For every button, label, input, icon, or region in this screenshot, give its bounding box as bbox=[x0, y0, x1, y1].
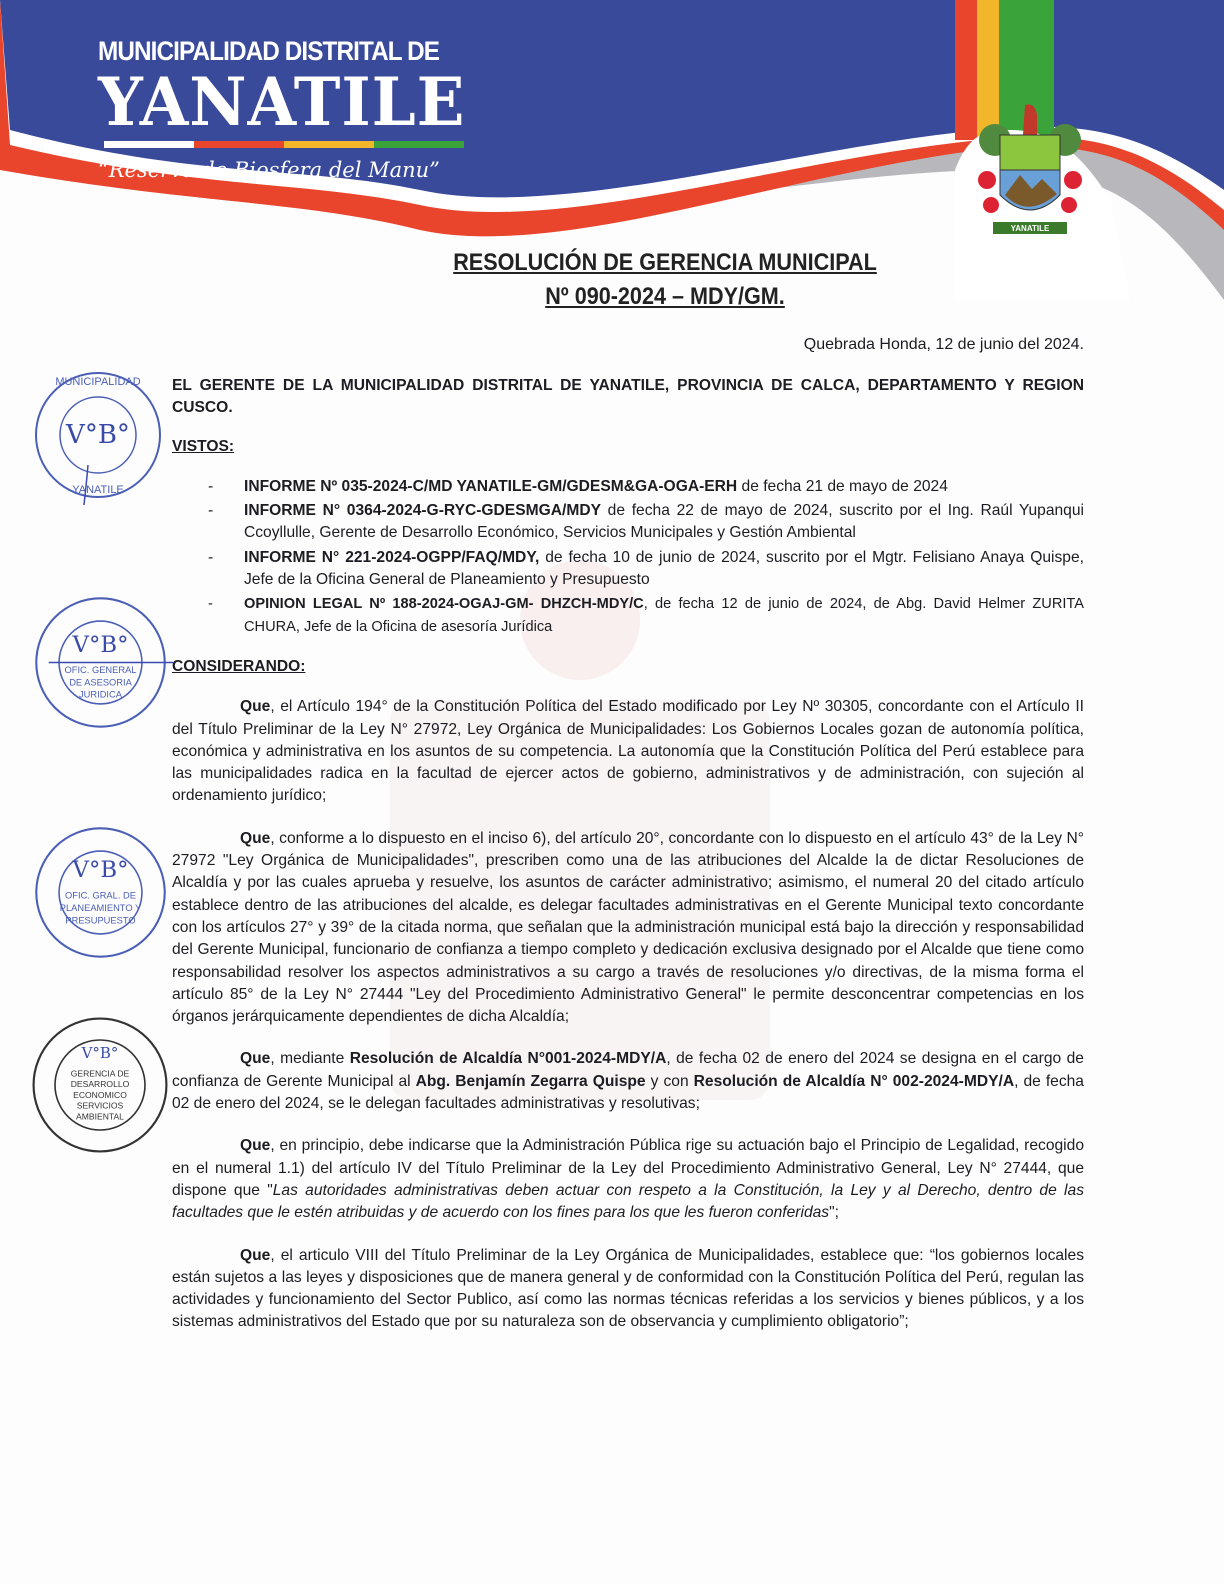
svg-text:DE ASESORIA: DE ASESORIA bbox=[69, 677, 132, 688]
document-date: Quebrada Honda, 12 de junio del 2024. bbox=[803, 336, 1084, 353]
person-name: Abg. Benjamín Zegarra Quispe bbox=[415, 1072, 646, 1090]
paragraph-text: y con bbox=[645, 1072, 694, 1090]
list-item bbox=[172, 547, 1084, 592]
list-item bbox=[172, 500, 1084, 545]
brand-slogan: “Reserva de Biosfera del Manu” bbox=[98, 158, 440, 182]
paragraph-text: "; bbox=[829, 1204, 839, 1222]
que-label: Que bbox=[240, 698, 271, 716]
stamp-desarrollo-economico bbox=[25, 1010, 175, 1160]
list-item bbox=[172, 593, 1084, 638]
stamp-gerencia-municipal bbox=[28, 365, 168, 505]
svg-text:V°B°: V°B° bbox=[81, 1044, 119, 1063]
svg-text:V°B°: V°B° bbox=[72, 632, 129, 659]
municipality-brand bbox=[98, 36, 485, 182]
vistos-list bbox=[172, 476, 1084, 638]
svg-text:V°B°: V°B° bbox=[66, 420, 130, 450]
paragraph-text: , el articulo VIII del Título Preliminar de la Ley Orgánica de Municipalidades, establece que: “los gobiernos locales están sujetos a las leyes y disposiciones que de manera general y de conformidad con la Constitución Política del Perú, regulan las actividades y funcionamiento del Sector Publico, así como las normas técnicas referidas a los servicios y bienes públicos, y a los sistemas administrativos del Estado que por su naturaleza son de observancia y cumplimiento obligatorio”; bbox=[172, 1246, 1084, 1331]
brand-color-bars bbox=[104, 141, 464, 148]
paragraph-text: , conforme a lo dispuesto en el inciso 6), del artículo 20°, concordante con lo dispuesto en el artículo 43° de la Ley N° 27972 "Ley Orgánica de Municipalidades", prescriben como una de las atribuciones del Alcalde la de dictar Resoluciones de Alcaldía y por las cuales aprueba y resuelve, los asuntos de carácter administrativo; asimismo, el numeral 20 del citado artículo establece dentro de las atribuciones del alcalde, es delegar facultades administrativas en el Gerente Municipal texto concordante con los artículos 27° y 39° de la citada norma, que señalan que la administración municipal está bajo la dirección y responsabilidad del Gerente Municipal, funcionario de confianza a tiempo completo y dedicación exclusiva designado por el Alcalde que tiene como responsabilidad resolver los aspectos administrativos a su cargo a través de resoluciones y/o directivas, de la misma forma el artículo 85° de la Ley N° 27444 "Ley del Procedimiento Administrativo General" le permite desconcentrar competencias en los órganos jerárquicamente dependientes de dicha Alcaldía; bbox=[172, 829, 1084, 1026]
document-ref-details: de fecha 10 de junio de 2024, suscrito por el Mgtr. Felisiano Anaya Quispe, Jefe de la Oficina General de Planeamiento y Presupuesto bbox=[244, 548, 1084, 589]
svg-text:MUNICIPALIDAD: MUNICIPALIDAD bbox=[55, 376, 141, 388]
quoted-law: Las autoridades administrativas deben actuar con respeto a la Constitución, la Ley y al Derecho, dentro de las facultades que le estén atribuidas y de acuerdo con los fines para los que les fueron conferidas bbox=[172, 1181, 1084, 1222]
svg-text:OFIC. GENERAL: OFIC. GENERAL bbox=[64, 664, 137, 675]
svg-text:PRESUPUESTO: PRESUPUESTO bbox=[65, 915, 136, 926]
que-label: Que bbox=[240, 1246, 271, 1264]
municipal-crest-logo bbox=[965, 100, 1095, 245]
document-ref-details: de fecha 22 de mayo de 2024, suscrito por el Ing. Raúl Yupanqui Ccoyllulle, Gerente de Desarrollo Económico, Servicios Municipales y Gestión Ambiental bbox=[244, 502, 1084, 542]
document-ref-details: de fecha 21 de mayo de 2024 bbox=[737, 477, 948, 495]
stamp-asesoria-juridica bbox=[28, 590, 173, 735]
document-ref: INFORME Nº 035-2024-C/MD YANATILE-GM/GDESM&GA-OGA-ERH bbox=[244, 477, 738, 495]
brand-line1: MUNICIPALIDAD DISTRITAL DE bbox=[98, 36, 440, 66]
que-label: Que bbox=[240, 1137, 271, 1155]
document-ref: OPINION LEGAL Nº 188-2024-OGAJ-GM- DHZCH-MDY/C bbox=[244, 596, 644, 613]
stamp-planeamiento bbox=[28, 820, 173, 965]
document-body bbox=[172, 375, 1084, 1354]
paragraph-text: , de fecha 02 de enero del 2024 se designa en el cargo de confianza de Gerente Municipal al bbox=[172, 1050, 1084, 1090]
brand-name: YANATILE bbox=[98, 63, 466, 141]
considerando-paragraph bbox=[172, 828, 1084, 1029]
svg-text:V°B°: V°B° bbox=[72, 856, 129, 883]
paragraph-text: , mediante bbox=[270, 1050, 350, 1068]
que-label: Que bbox=[240, 1050, 271, 1068]
paragraph-text: , el Artículo 194° de la Constitución Política del Estado modificado por Ley Nº 30305, concordante con el Artículo II del Título Preliminar de la Ley N° 27972, Ley Orgánica de Municipalidades: Los Gobiernos Locales gozan de autonomía política, económica y administrativa en los asuntos de su competencia. La autonomía que la Constitución Política del Perú establece para las municipalidades radica en la facultad de ejercer actos de gobierno, administrativos y de administración, con sujeción al ordenamiento jurídico; bbox=[172, 698, 1084, 805]
considerando-heading: CONSIDERANDO: bbox=[172, 657, 306, 675]
svg-text:PLANEAMIENTO Y: PLANEAMIENTO Y bbox=[59, 903, 142, 914]
svg-text:AMBIENTAL: AMBIENTAL bbox=[76, 1111, 124, 1122]
considerando-paragraph bbox=[172, 1245, 1084, 1334]
vistos-heading: VISTOS: bbox=[172, 437, 235, 455]
considerando-paragraph bbox=[172, 1048, 1084, 1115]
issuer-intro: EL GERENTE DE LA MUNICIPALIDAD DISTRITAL DE YANATILE, PROVINCIA DE CALCA, DEPARTAMENTO Y REGION CUSCO. bbox=[172, 377, 1084, 417]
title-number: Nº 090-2024 – MDY/GM. bbox=[545, 283, 785, 310]
svg-text:OFIC. GRAL. DE: OFIC. GRAL. DE bbox=[65, 890, 136, 901]
considerando-paragraph bbox=[172, 696, 1084, 807]
document-ref: INFORME N° 221-2024-OGPP/FAQ/MDY, bbox=[244, 548, 540, 566]
considerando-paragraph bbox=[172, 1135, 1084, 1224]
svg-text:JURIDICA: JURIDICA bbox=[79, 689, 122, 700]
resolution-ref: Resolución de Alcaldía N° 002-2024-MDY/A bbox=[693, 1072, 1015, 1090]
svg-text:YANATILE: YANATILE bbox=[72, 484, 124, 496]
title-line1: RESOLUCIÓN DE GERENCIA MUNICIPAL bbox=[453, 249, 877, 276]
que-label: Que bbox=[240, 829, 271, 847]
paragraph-text: , de fecha 02 de enero del 2024, se le delegan facultades administrativas y resolutivas; bbox=[172, 1072, 1084, 1113]
resolution-title bbox=[67, 246, 1224, 314]
svg-text:ECONOMICO: ECONOMICO bbox=[73, 1089, 127, 1100]
svg-text:SERVICIOS: SERVICIOS bbox=[76, 1100, 124, 1111]
svg-text:YANATILE: YANATILE bbox=[1010, 224, 1050, 233]
resolution-ref: Resolución de Alcaldía N°001-2024-MDY/A bbox=[349, 1050, 667, 1068]
document-ref-details: , de fecha 12 de junio de 2024, de Abg. David Helmer ZURITA CHURA, Jefe de la Oficina de asesoría Jurídica bbox=[244, 596, 1084, 635]
paragraph-text: , en principio, debe indicarse que la Administración Pública rige su actuación bajo el Principio de Legalidad, recogido en el numeral 1.1) del artículo IV del Título Preliminar de la Ley del Procedimiento Administrativo General, Ley N° 27444, que dispone que " bbox=[172, 1137, 1084, 1199]
list-item bbox=[172, 476, 1084, 498]
svg-text:GERENCIA DE: GERENCIA DE bbox=[70, 1068, 130, 1079]
svg-text:DESARROLLO: DESARROLLO bbox=[70, 1079, 130, 1090]
document-ref: INFORME N° 0364-2024-G-RYC-GDESMGA/MDY bbox=[244, 502, 601, 520]
